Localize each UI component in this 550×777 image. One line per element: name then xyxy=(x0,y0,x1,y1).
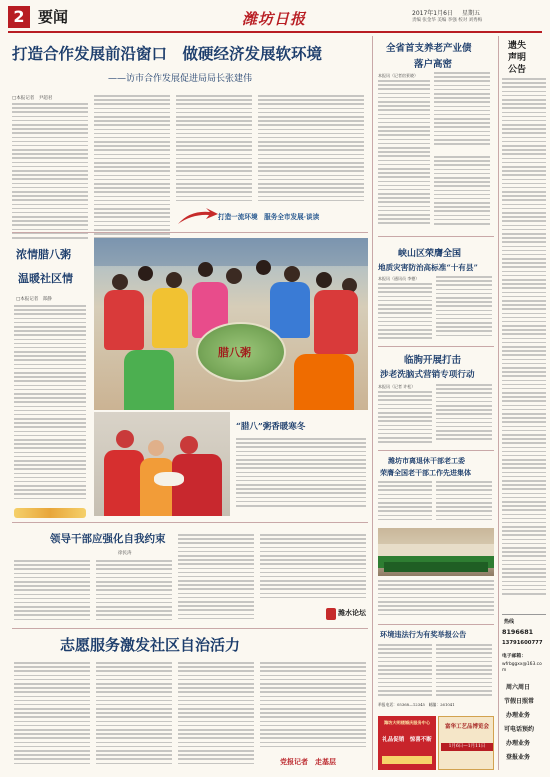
service-line-4: 办理业务 xyxy=(506,740,531,747)
lead-body-col1 xyxy=(12,103,88,243)
notice-title-2: 声明 xyxy=(508,53,527,63)
divider xyxy=(12,232,368,233)
slogan-text: 打造一流环境 服务全市发展·谈读 xyxy=(218,213,320,221)
main-photo xyxy=(94,238,368,410)
commentary-body-2 xyxy=(96,560,172,626)
ad-wedding-slogan: 礼品促销 惊喜不断 xyxy=(382,737,432,743)
divider xyxy=(378,450,494,451)
rs3-byline: 本报讯（记者 许松） xyxy=(378,384,416,389)
page-number: 2 xyxy=(8,6,30,28)
env-hotline: 举报电话：05368—12345 邮编：261041 xyxy=(378,702,455,707)
service-line-5: 登报业务 xyxy=(506,754,531,761)
rs1-body-c xyxy=(434,156,490,230)
rs3-headline-1: 临朐开展打击 xyxy=(404,355,462,366)
notice-sidebar xyxy=(502,36,546,770)
email-label: 电子邮箱： xyxy=(502,654,526,659)
divider xyxy=(378,236,494,237)
commentary-headline: 领导干部应强化自我约束 xyxy=(50,533,166,545)
header-rule xyxy=(8,31,542,33)
env-body-a xyxy=(378,644,432,700)
reporter-tag xyxy=(280,756,366,770)
rs2-headline-1: 峡山区荣膺全国 xyxy=(398,249,462,259)
rs3-body-a xyxy=(378,391,432,447)
sidebar-contact-rule xyxy=(502,614,546,615)
column-logo-text: 潍水论坛 xyxy=(338,608,366,617)
rs2-body-b xyxy=(436,276,492,343)
editor-line: 责编 张金华 美编 李强 校对 刘秀梅 xyxy=(412,18,483,23)
mobile-number[interactable]: 13791600777 xyxy=(502,640,543,646)
rs3-body-b xyxy=(436,384,492,447)
essay-byline: □本报记者 郑静 xyxy=(16,297,52,302)
rs1-body-a xyxy=(378,80,430,230)
volunteer-body-3 xyxy=(178,662,254,770)
lead-headline: 打造合作发展前沿窗口 做硬经济发展软环境 xyxy=(12,44,323,63)
essay-headline-1: 浓情腊八粥 xyxy=(16,248,71,261)
service-hours: 周六周日 xyxy=(506,684,531,691)
rs2-byline: 本报讯（通讯员 李德） xyxy=(378,276,420,281)
sidebar-divider xyxy=(498,36,499,770)
rs1-body-b xyxy=(434,72,490,150)
group-photo-caption xyxy=(378,580,494,620)
arrow-graphic-icon xyxy=(176,206,220,228)
issue-date: 2017年1月6日 xyxy=(412,10,453,17)
service-line-3: 可电话预约 xyxy=(504,726,535,733)
rs4-headline-2: 荣膺全国老干部工作先进集体 xyxy=(380,468,471,477)
rs4-headline-1: 潍坊市离退休干部老工委 xyxy=(388,456,465,465)
email-address[interactable]: wfrbggxx@163.com xyxy=(502,662,542,673)
pen-icon xyxy=(326,608,336,620)
column-divider xyxy=(372,36,373,770)
essay-deco-strip xyxy=(14,508,86,518)
commentary-body-1 xyxy=(14,560,90,626)
commentary-author: 徐民涛 xyxy=(118,551,132,556)
volunteer-body-4 xyxy=(260,662,366,752)
commentary-body-3 xyxy=(178,534,254,626)
service-line-1: 节假日照常 xyxy=(504,698,535,705)
notice-title-3: 公告 xyxy=(508,65,527,75)
masthead-logo: 潍坊日报 xyxy=(242,10,307,28)
lead-byline: □本报记者 尹超君 xyxy=(12,96,53,101)
section-title: 要闻 xyxy=(38,8,69,26)
rs1-headline-2: 落户高密 xyxy=(414,59,453,70)
rs1-headline-1: 全省首支养老产业债 xyxy=(386,43,472,54)
volunteer-headline: 志愿服务激发社区自治活力 xyxy=(60,636,241,654)
volunteer-body-2 xyxy=(96,662,172,770)
rs4-body-a xyxy=(378,481,432,525)
second-photo xyxy=(94,412,230,516)
divider xyxy=(12,628,368,629)
divider xyxy=(12,522,368,523)
service-line-2: 办理业务 xyxy=(506,712,531,719)
issue-weekday: 星期五 xyxy=(462,10,481,17)
rs1-byline: 本报讯（记者宿景晓） xyxy=(378,73,418,78)
notice-title-1: 遗失 xyxy=(508,41,527,51)
rs2-body-a xyxy=(378,283,432,343)
ad-crafts-dates: 1月6日—1月11日 xyxy=(441,743,493,751)
slogan-banner xyxy=(176,206,366,228)
essay-headline-2: 温暖社区情 xyxy=(18,272,73,285)
lead-body-col4 xyxy=(258,95,364,205)
lead-subhead: ——访市合作发展促进局局长张建伟 xyxy=(108,74,253,84)
photo-caption-body xyxy=(236,438,366,514)
reporter-tag-text: 党报记者 走基层 xyxy=(280,757,336,766)
rs4-body-b xyxy=(436,481,492,525)
lead-body-col2 xyxy=(94,95,170,243)
page-header xyxy=(8,4,542,32)
divider xyxy=(378,346,494,347)
ad-wedding-title: 潍坊大明楼婚庆服务中心 xyxy=(383,720,431,725)
env-body-b xyxy=(436,644,492,700)
essay-body xyxy=(14,305,86,505)
notice-list xyxy=(502,78,546,608)
divider xyxy=(378,624,494,625)
tray-text: 腊八粥 xyxy=(218,346,251,359)
env-headline: 环境违法行为有奖举报公告 xyxy=(380,630,467,639)
ad-wedding[interactable] xyxy=(378,716,436,770)
column-logo xyxy=(326,606,368,622)
rs2-headline-2: 地质灾害防治高标准“十有县” xyxy=(378,263,478,272)
ad-crafts-title: 富华工艺品博览会 xyxy=(444,724,489,730)
volunteer-body-1 xyxy=(14,662,90,770)
commentary-body-4 xyxy=(260,534,366,606)
hotline-label: 热线 xyxy=(504,619,515,625)
ad-crafts-expo[interactable] xyxy=(438,716,494,770)
rs3-headline-2: 涉老洗脑式营销专项行动 xyxy=(380,370,475,380)
ad-wedding-footer xyxy=(382,756,432,764)
lead-body-col3 xyxy=(176,95,252,205)
porridge-tray xyxy=(196,322,286,382)
photo-caption-title: “腊八”粥香暖寒冬 xyxy=(236,422,306,432)
hotline-number[interactable]: 8196681 xyxy=(502,628,534,636)
group-photo xyxy=(378,528,494,576)
